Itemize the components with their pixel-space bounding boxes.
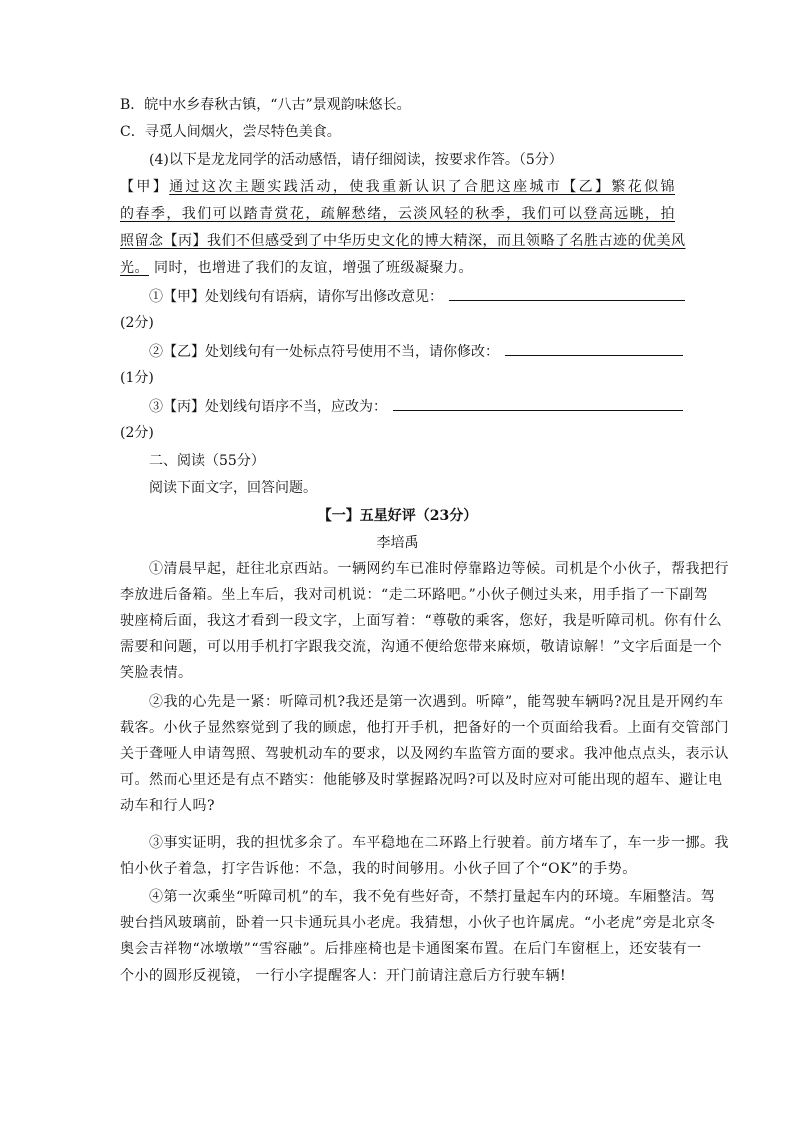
q4-sub3-label: ③【丙】处划线句语序不当，应改为： [149, 399, 387, 415]
p2-line: 关于聋哑人申请驾照、驾驶机动车的要求，以及网约车监管方面的要求。我冲他点点头，表示认 [120, 746, 729, 762]
option-b: B．皖中水乡春秋古镇，“八古”景观韵味悠长。 [120, 97, 411, 113]
p4-line: 驶台挡风玻璃前，卧着一只卡通玩具小老虎。我猜想，小伙子也许属虎。“小老虎”旁是北京冬 [120, 915, 716, 931]
p1-line: ①清晨早起，赶往北京西站。一辆网约车已准时停靠路边等候。司机是个小伙子，帮我把行 [149, 561, 729, 577]
q4-sub3-answer-blank[interactable] [393, 396, 683, 411]
p3-line: ③事实证明，我的担忧多余了。车平稳地在二环路上行驶着。前方堵车了，车一步一挪。我 [149, 835, 729, 851]
q4-sub1-score: (2分) [120, 315, 154, 331]
q4-sub2-score: (1分) [120, 370, 154, 386]
section-instruction: 阅读下面文字，回答问题。 [149, 480, 317, 496]
q4-sub3 [149, 396, 675, 417]
q4-text-line-2: 的春季，我们可以踏青赏花，疏解愁绪，云淡风轻的秋季，我们可以登高远眺，拍 [120, 206, 675, 222]
p1-line: 李放进后备箱。坐上车后，我对司机说：“走二环路吧。”小伙子侧过头来，用手指了一下副驾 [120, 587, 709, 603]
q4-sub1 [149, 286, 675, 307]
p1-line: 驶座椅后面，我这才看到一段文字，上面写着：“尊敬的乘客，您好，我是听障司机。你有什么 [120, 613, 723, 629]
p2-line: ②我的心先是一紧：听障司机?我还是第一次遇到。听障”，能驾驶车辆吗?况且是开网约车 [149, 694, 724, 710]
q4-underlined-part: 照留念【丙】 [120, 233, 207, 249]
q4-sub2-label: ②【乙】处划线句有一处标点符号使用不当，请你修改： [149, 344, 499, 360]
p1-line: 笑脸表情。 [120, 665, 193, 681]
p2-line: 动车和行人吗? [120, 798, 216, 814]
q4-prompt: (4)以下是龙龙同学的活动感悟，请仔细阅读，按要求作答。（5分） [149, 152, 563, 168]
q4-sub3-score: (2分) [120, 425, 154, 441]
q4-underlined-bing: 我们不但感受到了中华历史文化的博大精深，而且领略了名胜古迹的优美风 [207, 233, 686, 249]
q4-text-tail: 同时，也增进了我们的友谊，增强了班级凝聚力。 [149, 260, 473, 276]
q4-sub2-answer-blank[interactable] [505, 341, 683, 356]
q4-sub1-label: ①【甲】处划线句有语病，请你写出修改意见： [149, 289, 443, 305]
q4-text-line-3 [120, 231, 686, 251]
article-title: 【一】五星好评（23分） [317, 508, 478, 524]
q4-text-line-4 [120, 258, 675, 278]
q4-underlined-jia: 通过这次主题实践活动，使我重新认识了合肥这座城市【乙】繁花似锦 [169, 179, 676, 195]
p2-line: 载客。小伙子显然察觉到了我的顾虑，他打开手机，把备好的一个页面给我看。上面有交管部门 [120, 720, 729, 736]
p4-line: ④第一次乘坐“听障司机”的车，我不免有些好奇，不禁打量起车内的环境。车厢整洁。驾 [149, 889, 716, 905]
section-heading: 二、阅读（55分） [149, 453, 265, 469]
option-c: C．寻觅人间烟火，尝尽特色美食。 [120, 124, 341, 140]
q4-tag-jia: 【甲】 [120, 179, 170, 195]
q4-sub1-answer-blank[interactable] [449, 286, 685, 301]
p1-line: 需要和问题，可以用手机打字跟我交流，沟通不便给您带来麻烦，敬请谅解！”文字后面是一个 [120, 639, 723, 655]
q4-underlined-end: 光。 [120, 260, 149, 276]
article-author: 李培禹 [376, 535, 419, 551]
q4-sub2 [149, 341, 675, 362]
p4-line: 奥会吉祥物“冰墩墩”“雪容融”。后排座椅也是卡通图案布置。在后门车窗框上，还安装有一 [120, 941, 702, 957]
p3-line: 怕小伙子着急，打字告诉他：不急，我的时间够用。小伙子回了个“OK”的手势。 [120, 861, 637, 877]
p2-line: 可。然而心里还是有点不踏实：他能够及时掌握路况吗?可以及时应对可能出现的超车、避让电 [120, 772, 723, 788]
q4-text-line-1 [120, 177, 675, 197]
p4-line: 个小的圆形反视镜， 一行小字提醒客人：开门前请注意后方行驶车辆! [120, 968, 567, 984]
